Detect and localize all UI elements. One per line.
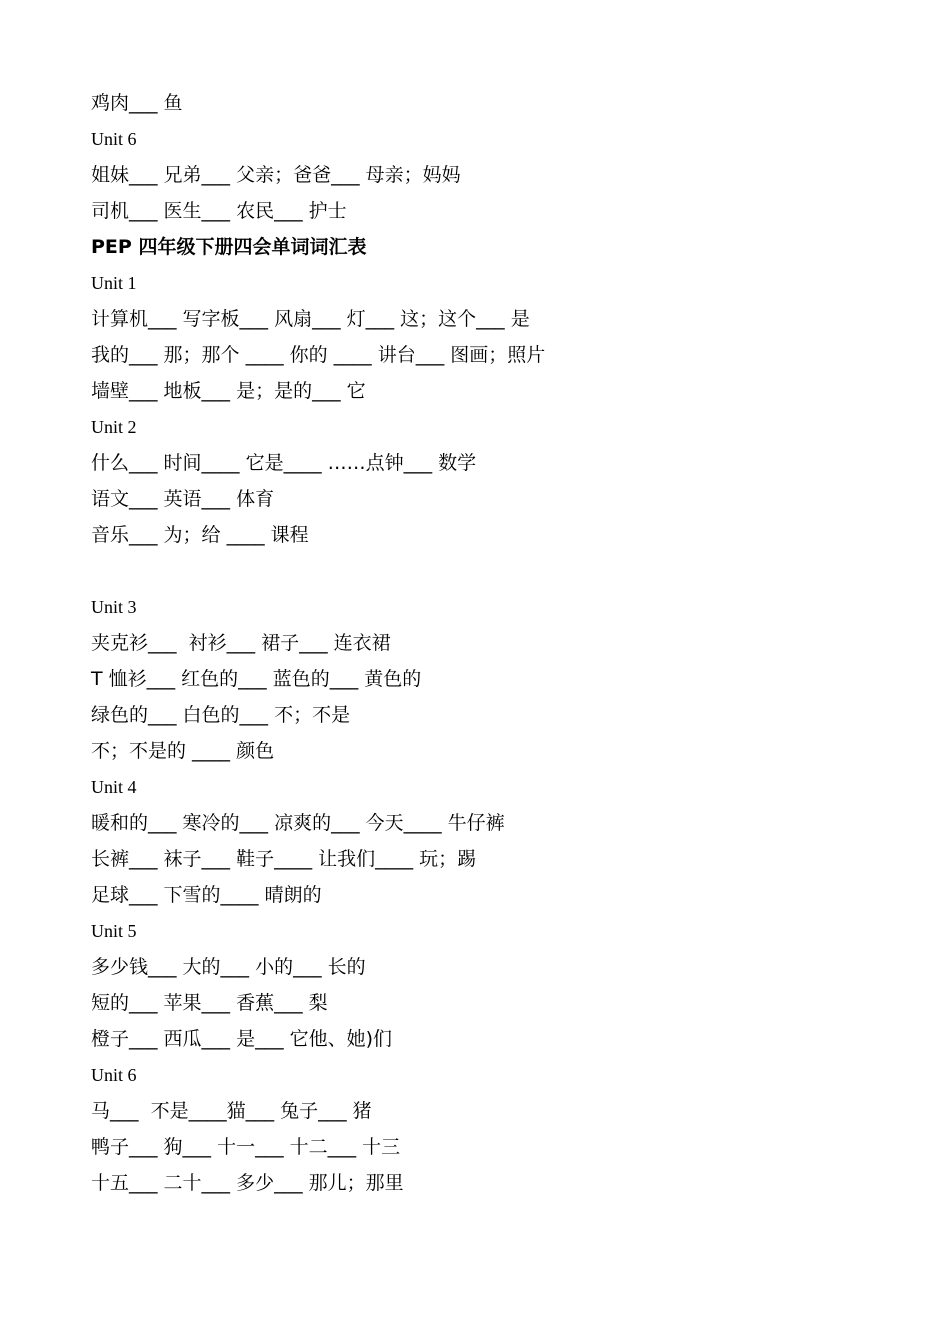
section-title: PEP 四年级下册四会单词词汇表 bbox=[91, 236, 367, 258]
vocab-line: 不；不是的 ____ 颜色 bbox=[91, 740, 275, 762]
unit-heading: Unit 4 bbox=[91, 777, 137, 797]
vocab-line: 暖和的___ 寒冷的___ 凉爽的___ 今天____ 牛仔裤 bbox=[91, 812, 505, 834]
vocab-line: 墙壁___ 地板___ 是；是的___ 它 bbox=[91, 380, 366, 402]
unit-heading: Unit 6 bbox=[91, 1065, 137, 1085]
vocab-line: 鸭子___ 狗___ 十一___ 十二___ 十三 bbox=[91, 1136, 401, 1158]
vocab-line: 姐妹___ 兄弟___ 父亲；爸爸___ 母亲；妈妈 bbox=[91, 164, 461, 186]
vocab-line: 语文___ 英语___ 体育 bbox=[91, 488, 275, 510]
vocab-line: 什么___ 时间____ 它是____ ……点钟___ 数学 bbox=[91, 452, 477, 474]
vocab-line: 长裤___ 袜子___ 鞋子____ 让我们____ 玩；踢 bbox=[91, 848, 477, 870]
document-page bbox=[91, 85, 911, 1201]
vocab-line: 绿色的___ 白色的___ 不；不是 bbox=[91, 704, 351, 726]
vocab-line: 短的___ 苹果___ 香蕉___ 梨 bbox=[91, 992, 328, 1014]
vocab-line: 我的___ 那；那个 ____ 你的 ____ 讲台___ 图画；照片 bbox=[91, 344, 546, 366]
unit-heading: Unit 6 bbox=[91, 129, 137, 149]
unit-heading: Unit 1 bbox=[91, 273, 137, 293]
vocab-line: 十五___ 二十___ 多少___ 那儿；那里 bbox=[91, 1172, 404, 1194]
vocab-line: 夹克衫___ 衬衫___ 裙子___ 连衣裙 bbox=[91, 632, 391, 654]
vocab-line: 橙子___ 西瓜___ 是___ 它他、她)们 bbox=[91, 1028, 393, 1050]
unit-heading: Unit 2 bbox=[91, 417, 137, 437]
unit-heading: Unit 3 bbox=[91, 597, 137, 617]
vocab-line: 司机___ 医生___ 农民___ 护士 bbox=[91, 200, 347, 222]
blank-line bbox=[91, 553, 911, 589]
vocab-line: 马___ 不是____猫___ 兔子___ 猪 bbox=[91, 1100, 372, 1122]
vocab-line: 计算机___ 写字板___ 风扇___ 灯___ 这；这个___ 是 bbox=[91, 308, 530, 330]
vocab-line: 足球___ 下雪的____ 晴朗的 bbox=[91, 884, 322, 906]
unit-heading: Unit 5 bbox=[91, 921, 137, 941]
vocab-line: 鸡肉___ 鱼 bbox=[91, 92, 183, 114]
vocab-line: 多少钱___ 大的___ 小的___ 长的 bbox=[91, 956, 366, 978]
vocab-line: T 恤衫___ 红色的___ 蓝色的___ 黄色的 bbox=[91, 668, 422, 690]
vocab-line: 音乐___ 为；给 ____ 课程 bbox=[91, 524, 309, 546]
